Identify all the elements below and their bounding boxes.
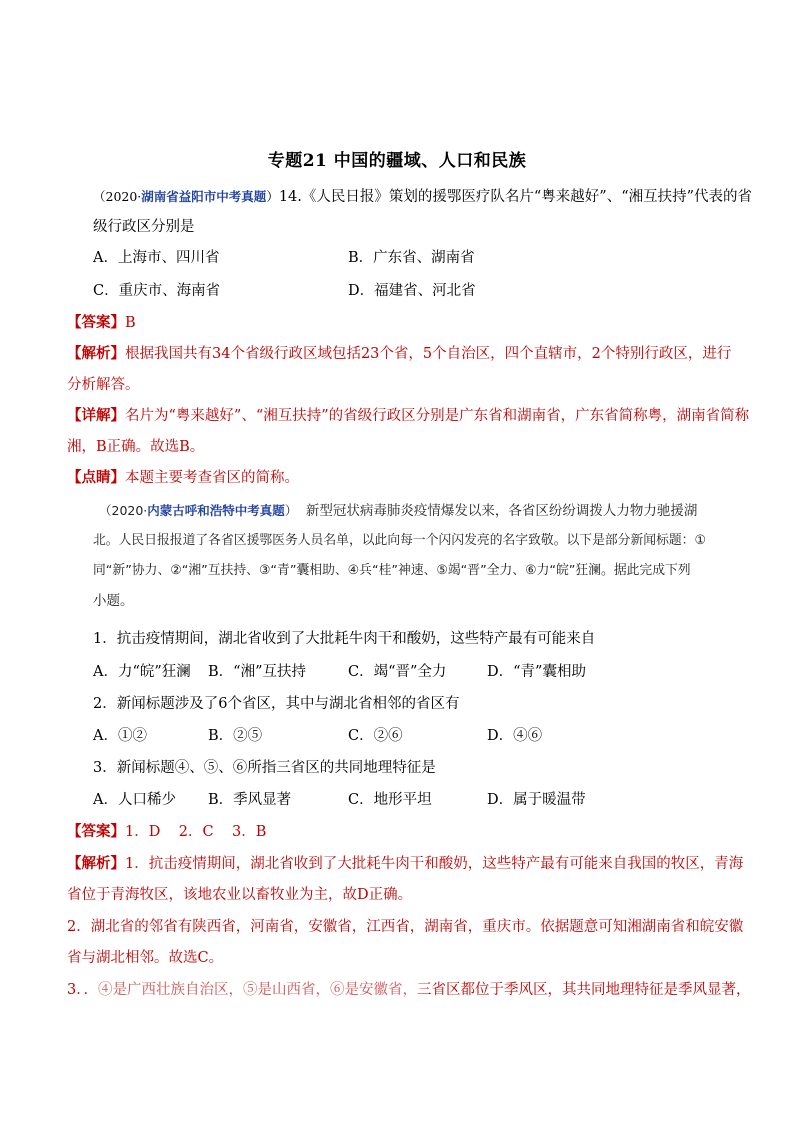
passage-line-4: 小题。 xyxy=(93,593,134,609)
point-tag: 【点睛】 xyxy=(67,469,125,486)
analysis-3-number: 3．． xyxy=(67,982,98,998)
passage-line-1 xyxy=(99,500,739,522)
passage-line-2: 北。人民日报报道了各省区援鄂医务人员名单，以此向每一个闪闪发亮的名字致敬。以下是部分新闻标题：① xyxy=(93,533,706,548)
detail-line-2: 湘，B正确。故选B。 xyxy=(67,439,205,455)
source-province: 湖南省益阳市中考真题 xyxy=(141,189,267,204)
q3-option-d: D．属于暖温带 xyxy=(487,792,586,808)
group-answer-tag: 【答案】 xyxy=(67,823,125,840)
option-d: D．福建省、河北省 xyxy=(348,283,476,299)
group-answer-row xyxy=(67,821,707,843)
source-close: ） xyxy=(266,189,279,204)
group-analysis-text-1: 1．抗击疫情期间，湖北省收到了大批耗牛肉干和酸奶，这些特产最有可能来自我国的牧区，青海 xyxy=(125,856,744,872)
group-analysis-line-5 xyxy=(67,979,751,1001)
analysis-tag: 【解析】 xyxy=(67,345,125,362)
group-analysis-line-1 xyxy=(67,853,744,875)
group-answer-value: 1．D 2．C 3．B xyxy=(125,824,267,840)
q3-option-b: B．季风显著 xyxy=(208,792,292,808)
analysis-3-rest: 三省区都位于季风区，其共同地理特征是季风显著， xyxy=(416,982,751,998)
q1-option-d: D．“青”囊相助 xyxy=(487,664,586,680)
q1-option-a: A．力“皖”狂澜 xyxy=(93,664,191,680)
point-row xyxy=(67,467,707,489)
group-source-province: 内蒙古呼和浩特中考真题 xyxy=(147,503,285,518)
analysis-2-number: 2． xyxy=(67,919,91,935)
point-text: 本题主要考查省区的简称。 xyxy=(125,470,299,486)
detail-line-1 xyxy=(67,405,750,427)
group-analysis-line-4: 省与湖北相邻。故选C。 xyxy=(67,950,224,966)
analysis-line-2: 分析解答。 xyxy=(67,377,140,393)
detail-text-1: 名片为“粤来越好”、“湘互扶持”的省级行政区分别是广东省和湖南省，广东省简称粤，湖南省简称 xyxy=(125,408,750,424)
analysis-3-province-text: ④是广西壮族自治区，⑤是山西省，⑥是安徽省， xyxy=(97,982,417,998)
question-14-line-1 xyxy=(93,186,753,208)
analysis-text-1: 根据我国共有34个省级行政区域包括23个省，5个自治区，四个直辖市，2个特别行政区，进行 xyxy=(125,346,732,362)
group-analysis-tag: 【解析】 xyxy=(67,855,125,872)
detail-tag: 【详解】 xyxy=(67,407,125,424)
option-b: B．广东省、湖南省 xyxy=(348,250,475,266)
passage-line-3: 同“新”协力、②“湘”互扶持、③“青”囊相助、④兵“桂”神速、⑤竭“晋”全力、⑥力“皖”狂澜。据此完成下列 xyxy=(93,563,691,578)
page-title: 专题21 中国的疆域、人口和民族 xyxy=(267,151,527,171)
sub-question-2: 2．新闻标题涉及了6个省区，其中与湖北省相邻的省区有 xyxy=(93,696,460,712)
q3-option-a: A．人口稀少 xyxy=(93,792,176,808)
question-14-line-2: 级行政区分别是 xyxy=(93,219,195,235)
analysis-line-1 xyxy=(67,343,732,365)
answer-tag: 【答案】 xyxy=(67,314,125,331)
group-source-close: ） xyxy=(284,503,298,518)
answer-row xyxy=(67,312,707,334)
analysis-2-text: 湖北省的邻省有陕西省，河南省，安徽省，江西省，湖南省，重庆市。依据题意可知湘湖南省和皖安徽 xyxy=(90,919,744,935)
sub-question-3: 3．新闻标题④、⑤、⑥所指三省区的共同地理特征是 xyxy=(93,760,436,776)
q1-option-b: B．“湘”互扶持 xyxy=(208,664,306,680)
passage-text-1: 新型冠状病毒肺炎疫情爆发以来，各省区纷纷调拨人力物力驰援湖 xyxy=(305,503,698,519)
question-14-stem: 14.《人民日报》策划的援鄂医疗队名片“粤来越好”、“湘互扶持”代表的省 xyxy=(278,189,753,205)
q2-option-d: D．④⑥ xyxy=(487,728,543,744)
q1-option-c: C．竭“晋”全力 xyxy=(348,664,447,680)
sub-question-1: 1．抗击疫情期间，湖北省收到了大批耗牛肉干和酸奶，这些特产最有可能来自 xyxy=(93,631,596,647)
answer-value: B xyxy=(125,315,136,331)
q2-option-a: A．①② xyxy=(93,728,147,744)
source-open: （2020· xyxy=(93,189,142,204)
group-analysis-line-2: 省位于青海牧区，该地农业以畜牧业为主，故D正确。 xyxy=(67,887,413,903)
option-a: A．上海市、四川省 xyxy=(93,250,220,266)
q3-option-c: C．地形平坦 xyxy=(348,792,432,808)
q2-option-b: B．②⑤ xyxy=(208,728,263,744)
group-analysis-line-3 xyxy=(67,916,744,938)
q2-option-c: C．②⑥ xyxy=(348,728,403,744)
group-source-open: （2020· xyxy=(99,503,148,518)
option-c: C．重庆市、海南省 xyxy=(93,283,221,299)
